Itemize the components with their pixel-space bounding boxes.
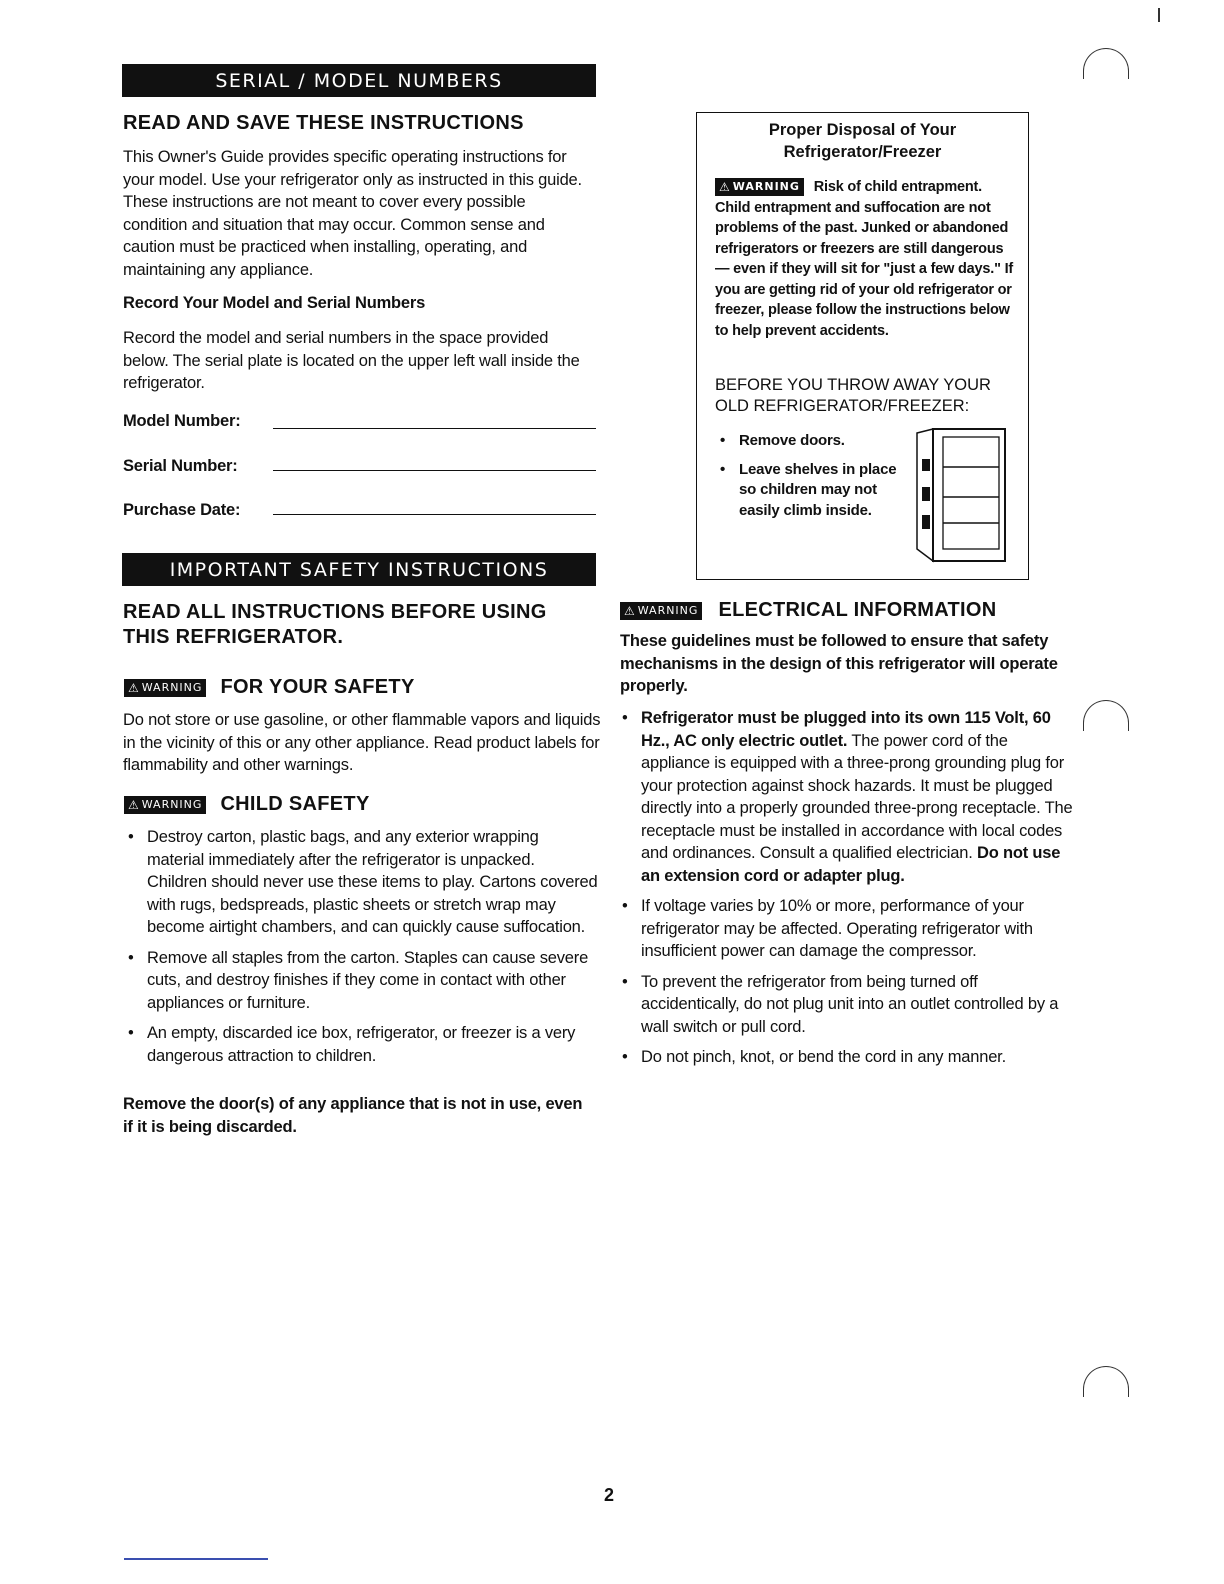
electrical-heading <box>620 599 997 622</box>
purchase-date-field[interactable] <box>273 514 596 515</box>
disposal-title-line2: Refrigerator/Freezer <box>783 143 942 161</box>
serial-number-label: Serial Number: <box>123 457 238 475</box>
read-all-line1: READ ALL INSTRUCTIONS BEFORE USING <box>123 601 547 623</box>
binder-hole-mark <box>1083 700 1129 731</box>
disposal-title <box>697 119 1028 163</box>
warning-body: Child entrapment and suffocation are not problems of the past. Junked or abandoned refrigerators or freezers are still dangerous — even if they will sit for "just a few days." If you are getting rid of your old refrigerator or freezer, please follow the instructions below to help prevent accidents. <box>715 199 1014 339</box>
serial-number-field[interactable] <box>273 470 596 471</box>
safety-section-bar: IMPORTANT SAFETY INSTRUCTIONS <box>122 553 596 586</box>
list-item: • Do not pinch, knot, or bend the cord in any manner. <box>617 1046 1075 1069</box>
list-item: • Leave shelves in place so children may not easily climb inside. <box>715 460 905 522</box>
warning-badge-label: WARNING <box>141 681 203 694</box>
no-extension-cord: Do not use an extension cord or adapter plug. <box>641 844 1061 885</box>
warning-badge <box>124 679 206 697</box>
warning-badge <box>124 796 206 814</box>
warning-badge <box>715 178 804 196</box>
warning-lead: Risk of child entrapment. <box>813 179 982 195</box>
disposal-title-line1: Proper Disposal of Your <box>768 121 957 139</box>
warning-badge-label: WARNING <box>732 179 800 193</box>
disposal-bullets <box>715 431 905 529</box>
remove-doors-note: Remove the door(s) of any appliance that is not in use, even if it is being discarded. <box>123 1095 583 1136</box>
outlet-details: The power cord of the appliance is equipped with a three-prong grounding plug for your protection against shock hazards. It must be plugged directly into a properly grounded three-prong receptacle. The receptacle must be installed in accordance with local codes and ordinances. Consult a qualified electrician. <box>641 731 1073 862</box>
owners-guide-intro: This Owner's Guide provides specific operating instructions for your model. Use your refrigerator only as instructed in this guide. These instructions are not meant to cover every possible condition and situation that may occur. Common sense and caution must be practiced when installing, operating, and maintaining any appliance. <box>123 148 582 279</box>
electrical-title: ELECTRICAL INFORMATION <box>718 599 997 621</box>
before-throw-away-heading: BEFORE YOU THROW AWAY YOUR OLD REFRIGERATOR/FREEZER: <box>715 376 991 415</box>
list-item: • To prevent the refrigerator from being turned off accidentically, do not plug unit into an outlet controlled by a wall switch or pull cord. <box>617 971 1075 1039</box>
for-your-safety-text: Do not store or use gasoline, or other flammable vapors and liquids in the vicinity of this or any other appliance. Read product labels for flammability and other warnings. <box>123 711 601 774</box>
list-item <box>617 707 1075 887</box>
outlet-requirement: Refrigerator must be plugged into its own 115 Volt, 60 Hz., AC only electric outlet. <box>641 709 1051 750</box>
list-item: • Remove all staples from the carton. Staples can cause severe cuts, and destroy finishes if they come in contact with other appliances or furniture. <box>123 947 598 1015</box>
for-your-safety-heading <box>124 676 415 699</box>
warning-badge-label: WARNING <box>637 604 699 617</box>
for-your-safety-title: FOR YOUR SAFETY <box>220 676 415 698</box>
warning-badge <box>620 602 702 620</box>
disposal-warning-text <box>715 177 1021 341</box>
list-item: • Remove doors. <box>715 431 905 452</box>
warning-triangle-icon: ⚠ <box>128 680 140 695</box>
record-numbers-text: Record the model and serial numbers in the space provided below. The serial plate is located on the upper left wall inside the refrigerator. <box>123 329 580 392</box>
child-safety-bullets <box>123 826 598 1075</box>
read-all-line2: THIS REFRIGERATOR. <box>123 626 344 648</box>
margin-mark <box>1158 8 1160 22</box>
binder-hole-mark <box>1083 1366 1129 1397</box>
model-number-field[interactable] <box>273 428 596 429</box>
proper-disposal-box <box>696 112 1029 580</box>
page-number: 2 <box>604 1485 615 1505</box>
list-item: • If voltage varies by 10% or more, performance of your refrigerator may be affected. Operating refrigerator with insufficient power can damage the compressor. <box>617 895 1075 963</box>
model-number-label: Model Number: <box>123 412 241 430</box>
purchase-date-label: Purchase Date: <box>123 501 241 519</box>
read-all-instructions-heading <box>123 600 547 650</box>
list-item: • Destroy carton, plastic bags, and any exterior wrapping material immediately after the refrigerator is unpacked. Children should never use these items to play. Cartons covered with rugs, bedspreads, plastic sheets or stretch wrap may become airtight chambers, and can quickly cause suffocation. <box>123 826 598 939</box>
warning-badge-label: WARNING <box>141 798 203 811</box>
child-safety-heading <box>124 793 370 816</box>
warning-triangle-icon: ⚠ <box>719 179 731 194</box>
electrical-bullets <box>617 707 1075 1077</box>
serial-model-section-bar: SERIAL / MODEL NUMBERS <box>122 64 596 97</box>
footer-rule <box>124 1558 268 1560</box>
electrical-lead: These guidelines must be followed to ensure that safety mechanisms in the design of this refrigerator will operate properly. <box>620 632 1058 695</box>
warning-triangle-icon: ⚠ <box>128 797 140 812</box>
child-safety-title: CHILD SAFETY <box>220 793 370 815</box>
record-numbers-heading: Record Your Model and Serial Numbers <box>123 294 426 312</box>
binder-hole-mark <box>1083 48 1129 79</box>
warning-triangle-icon: ⚠ <box>624 603 636 618</box>
read-save-heading: READ AND SAVE THESE INSTRUCTIONS <box>123 112 524 134</box>
list-item: • An empty, discarded ice box, refrigerator, or freezer is a very dangerous attraction to children. <box>123 1022 598 1067</box>
open-refrigerator-illustration <box>913 423 1009 565</box>
